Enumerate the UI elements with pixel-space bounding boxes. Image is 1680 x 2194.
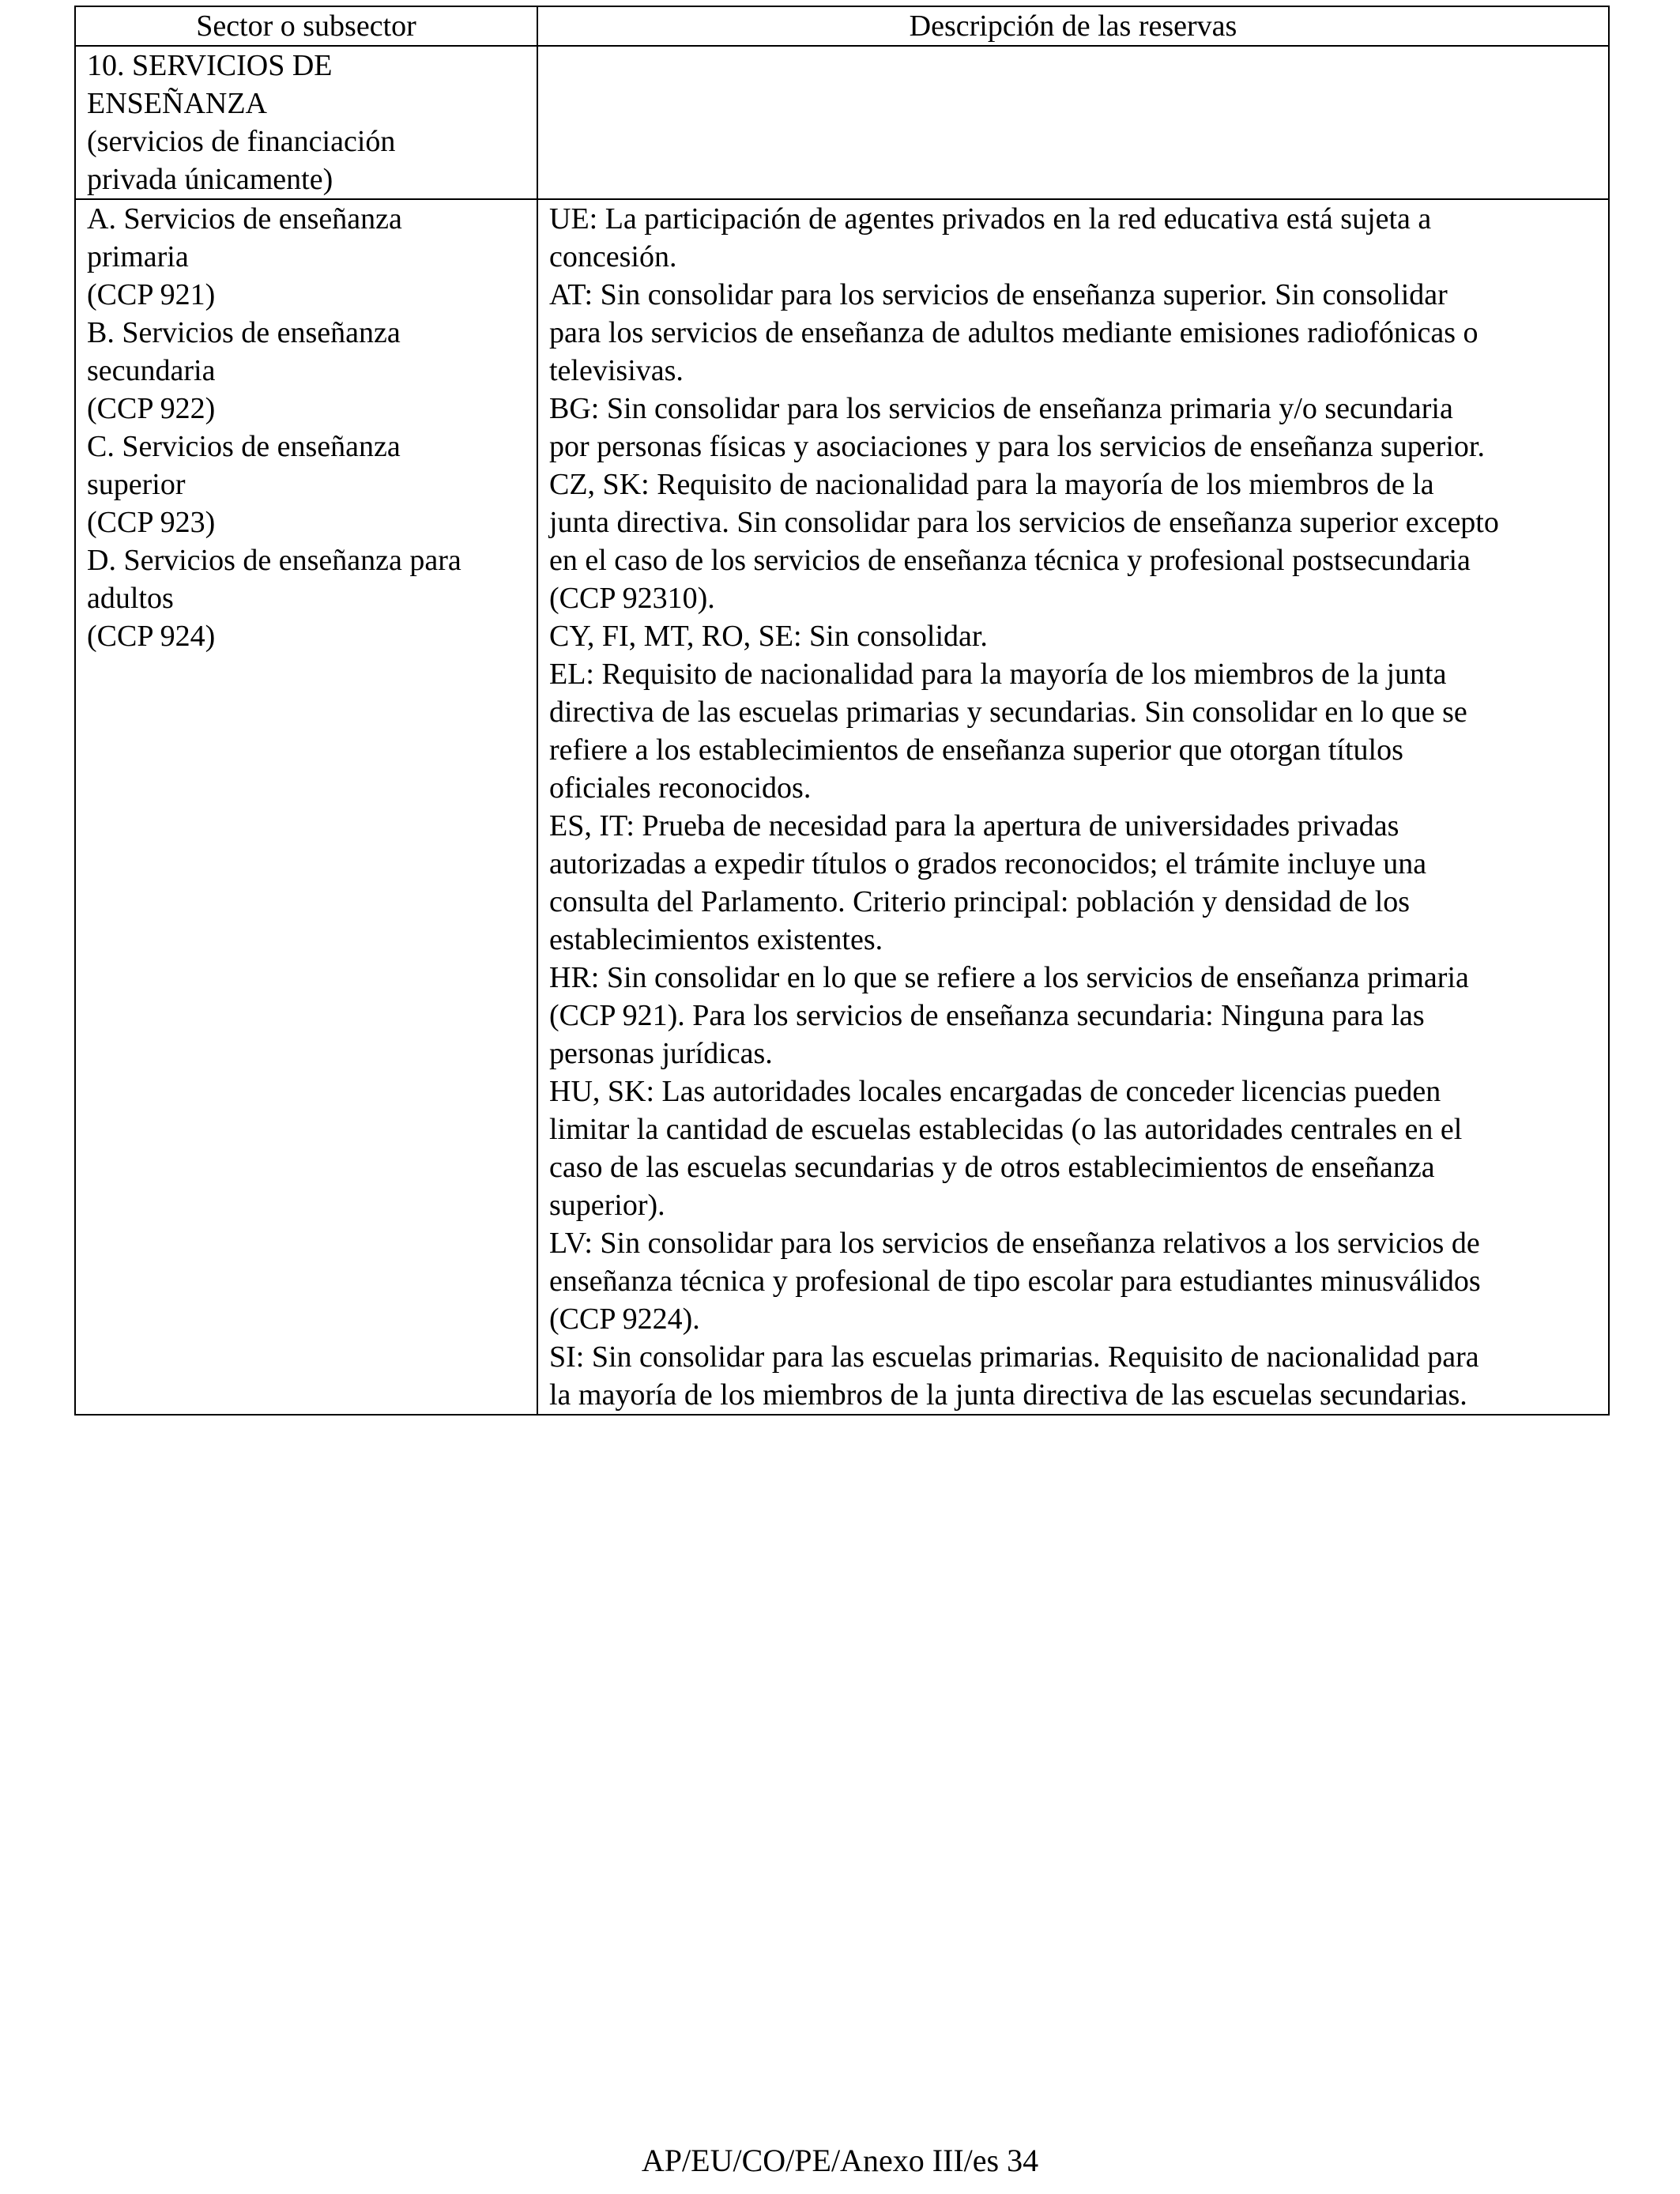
reservation-line: (CCP 9224). <box>549 1302 700 1336</box>
reservation-line: AT: Sin consolidar para los servicios de enseñanza superior. Sin consolidar <box>549 278 1448 311</box>
reservation-line: establecimientos existentes. <box>549 923 883 956</box>
reservation-line: CZ, SK: Requisito de nacionalidad para la mayoría de los miembros de la <box>549 468 1434 501</box>
page-footer-reference: AP/EU/CO/PE/Anexo III/es 34 <box>641 2143 1039 2178</box>
reservation-line: por personas físicas y asociaciones y para los servicios de enseñanza superior. <box>549 430 1485 463</box>
reservation-line: (CCP 92310). <box>549 582 715 615</box>
reservation-bg <box>549 390 1597 466</box>
reservation-el <box>549 655 1597 807</box>
reservation-line: autorizadas a expedir títulos o grados reconocidos; el trámite incluye una <box>549 847 1427 880</box>
subsector-line: (CCP 922) <box>87 392 216 425</box>
subsector-line: C. Servicios de enseñanza <box>87 430 401 463</box>
table-header-row <box>75 6 1609 46</box>
reservation-line: personas jurídicas. <box>549 1037 773 1070</box>
reservation-line: consulta del Parlamento. Criterio principal: población y densidad de los <box>549 885 1411 918</box>
reservation-at <box>549 276 1597 390</box>
reservation-line: concesión. <box>549 240 677 273</box>
sector-title-row <box>75 46 1609 199</box>
reservation-line: HU, SK: Las autoridades locales encargadas de conceder licencias pueden <box>549 1075 1441 1108</box>
reservation-line: BG: Sin consolidar para los servicios de enseñanza primaria y/o secundaria <box>549 392 1453 425</box>
subsector-line: (CCP 924) <box>87 620 216 653</box>
subsector-line: superior <box>87 468 186 501</box>
reservation-lv <box>549 1224 1597 1338</box>
subsector-line: B. Servicios de enseñanza <box>87 316 401 349</box>
reservation-cz-sk <box>549 466 1597 617</box>
reservation-es-it <box>549 807 1597 959</box>
subsector-cell <box>75 199 537 1415</box>
reservations-table <box>74 6 1610 1416</box>
subsector-line: secundaria <box>87 354 216 387</box>
sector-title-line: ENSEÑANZA <box>87 87 267 120</box>
reservation-line: directiva de las escuelas primarias y secundarias. Sin consolidar en lo que se <box>549 696 1467 729</box>
sector-title-line: privada únicamente) <box>87 163 333 196</box>
reservation-line: superior). <box>549 1189 665 1222</box>
reservation-line: televisivas. <box>549 354 684 387</box>
reservation-line: refiere a los establecimientos de enseñanza superior que otorgan títulos <box>549 733 1403 767</box>
reservation-line: SI: Sin consolidar para las escuelas primarias. Requisito de nacionalidad para <box>549 1340 1479 1374</box>
reservations-row <box>75 199 1609 1415</box>
reservation-line: ES, IT: Prueba de necesidad para la apertura de universidades privadas <box>549 809 1399 843</box>
reservation-line: CY, FI, MT, RO, SE: Sin consolidar. <box>549 620 988 653</box>
description-cell <box>537 199 1609 1415</box>
subsector-line: primaria <box>87 240 189 273</box>
reservation-line: caso de las escuelas secundarias y de otros establecimientos de enseñanza <box>549 1151 1435 1184</box>
sector-title-line: 10. SERVICIOS DE <box>87 49 333 82</box>
subsector-line: (CCP 923) <box>87 506 216 539</box>
reservation-line: (CCP 921). Para los servicios de enseñanza secundaria: Ninguna para las <box>549 999 1425 1032</box>
subsector-line: adultos <box>87 582 174 615</box>
reservation-line: enseñanza técnica y profesional de tipo escolar para estudiantes minusválidos <box>549 1265 1481 1298</box>
reservation-line: oficiales reconocidos. <box>549 771 812 805</box>
reservation-line: UE: La participación de agentes privados en la red educativa está sujeta a <box>549 202 1432 236</box>
reservation-line: junta directiva. Sin consolidar para los servicios de enseñanza superior excepto <box>549 506 1499 539</box>
reservation-line: LV: Sin consolidar para los servicios de enseñanza relativos a los servicios de <box>549 1227 1480 1260</box>
reservation-line: para los servicios de enseñanza de adultos mediante emisiones radiofónicas o <box>549 316 1478 349</box>
reservation-line: limitar la cantidad de escuelas establecidas (o las autoridades centrales en el <box>549 1113 1463 1146</box>
reservation-ue <box>549 200 1597 276</box>
subsector-line: (CCP 921) <box>87 278 216 311</box>
reservation-line: la mayoría de los miembros de la junta directiva de las escuelas secundarias. <box>549 1378 1467 1412</box>
reservation-line: en el caso de los servicios de enseñanza técnica y profesional postsecundaria <box>549 544 1471 577</box>
reservation-line: HR: Sin consolidar en lo que se refiere a los servicios de enseñanza primaria <box>549 961 1469 994</box>
header-sector: Sector o subsector <box>75 6 537 46</box>
subsector-line: A. Servicios de enseñanza <box>87 202 402 236</box>
sector-title-line: (servicios de financiación <box>87 125 396 158</box>
subsector-line: D. Servicios de enseñanza para <box>87 544 461 577</box>
sector-title-empty-cell <box>537 46 1609 199</box>
reservation-cy-fi-mt-ro-se <box>549 617 1597 655</box>
reservation-si <box>549 1338 1597 1414</box>
reservation-hr <box>549 959 1597 1072</box>
sector-title-cell <box>75 46 537 199</box>
header-description: Descripción de las reservas <box>537 6 1609 46</box>
reservation-line: EL: Requisito de nacionalidad para la mayoría de los miembros de la junta <box>549 658 1447 691</box>
reservation-hu-sk <box>549 1072 1597 1224</box>
